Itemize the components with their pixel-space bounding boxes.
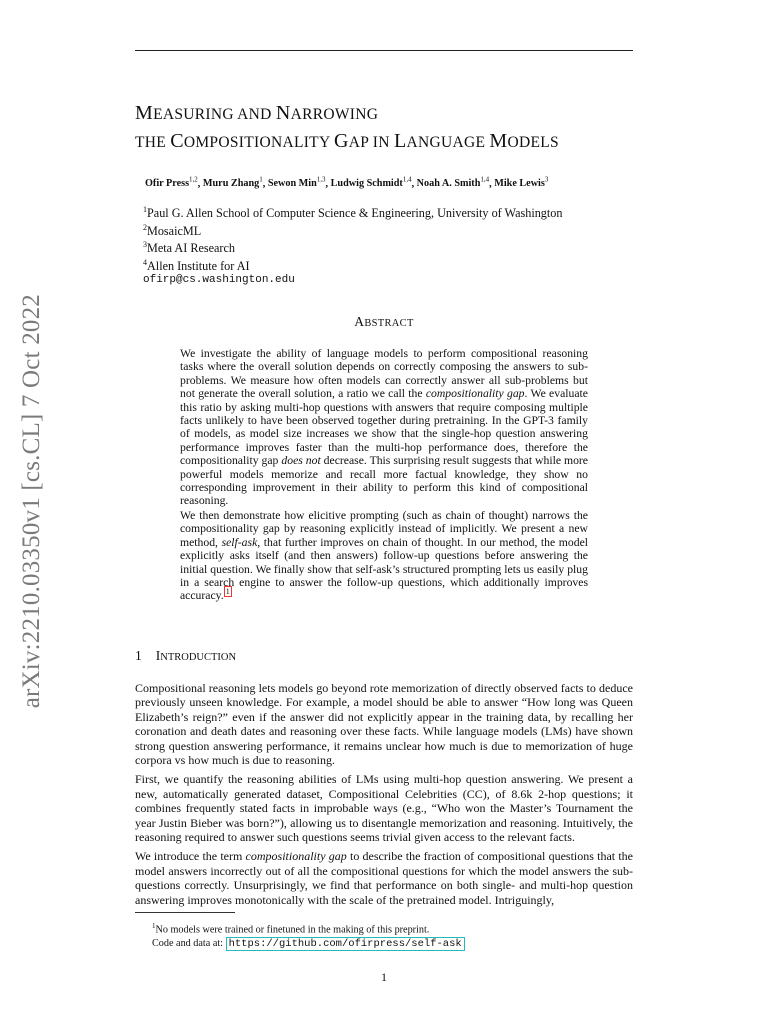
top-rule [135,50,633,51]
affiliation-marker: 3 [143,240,147,250]
footnote-rule [135,912,235,913]
affiliation-text: Paul G. Allen School of Computer Science & Engineering, University of Washington [147,206,563,221]
emphasis: compositionality gap [245,849,347,864]
title-segment: EASURING AND [153,106,276,123]
title-line-1 [135,100,695,128]
author-affiliation-marker: 1 [259,176,263,184]
text-run: decrease. This surprising result suggests that while more powerful models memorize and recall more factual knowledge, they show no corresponding improvement in their ability to perform this kind of compositional reasoning. [180,454,588,508]
footnote-link[interactable]: 1 [225,587,230,597]
abstract-paragraph [180,509,588,603]
affiliation-list [143,203,562,273]
author-affiliation-marker: 3 [544,176,549,184]
arxiv-id[interactable]: arXiv:2210.03350v1 [cs.CL] 7 Oct 2022 [18,293,45,709]
author-name: Sewon Min [267,178,317,190]
author-name: Ludwig Schmidt [330,178,403,190]
introduction-body [135,681,633,912]
author-affiliation-marker: 1,3 [316,176,326,184]
title-line-2 [135,128,695,156]
author [203,178,263,189]
contact-email[interactable]: ofirp@cs.washington.edu [143,274,295,287]
text-run: . We evaluate this ratio by asking multi-hop questions with answers that require composing multiple facts unlikely to have been observed together during pretraining. In the GPT-3 family of models, as model size increases we show that the single-hop question answering performance improves faster than the multi-hop performance does, therefore the compositionality gap [180,387,588,468]
abstract-paragraph [180,347,588,508]
text-run: We investigate the ability of language models to perform compositional reasoning tasks where the overall solution depends on correctly composing the answers to sub-problems. We measure how often models can correctly answer all sub-problems but not generate the overall solution, a ratio we call the [180,347,588,401]
footnote-1-text: No models were trained or finetuned in the making of this preprint. [155,924,430,936]
title-segment: M [135,102,154,124]
affiliations [143,203,562,288]
author-name: Ofir Press [145,178,190,190]
affiliation-marker: 2 [143,222,147,232]
body-paragraph [135,681,633,767]
text-run: Compositional reasoning lets models go beyond rote memorization of directly observed facts to deduce previously unseen knowledge. For example, a model should be able to answer “How long was Queen Elizabeth’s reign?” even if the answer did not explicitly appear in the training data, by recalling her coronation and death dates and reasoning over these facts. While language models (LMs) have shown strong question answering performance, it remains unclear how much is due to memorization of huge corpora vs how much is due to reasoning. [135,681,633,768]
paper-title [135,100,695,156]
section-heading-introduction [135,648,236,664]
author-affiliation-marker: 1,4 [402,176,412,184]
author-name: Noah A. Smith [416,178,481,190]
text-run: to describe the fraction of compositional questions that the model answers incorrectly out of all the compositional questions for which the model answers the sub-questions correctly. Unsurprisingly, we find that performance on both single- and multi-hop question answering improves monotonically with the scale of the pretrained model. Intriguingly, [135,849,633,907]
heading-segment: I [155,648,161,663]
title-segment: M [489,130,508,152]
author-affiliation-marker: 1,2 [189,176,198,184]
arxiv-side-stamp [8,285,56,717]
affiliation-text: Allen Institute for AI [147,258,250,273]
emphasis: does not [281,454,321,468]
text-run: We introduce the term [135,849,246,864]
body-paragraph [135,772,633,844]
title-segment: C [170,130,184,152]
emphasis: self-ask [221,535,258,549]
affiliation-text: MosaicML [147,223,202,238]
abstract [180,347,588,604]
text-run: We then demonstrate how elicitive prompting (such as chain of thought) narrows the compositionality gap by reasoning explicitly instead of implicitly. We present a new method, [180,508,588,549]
author [494,178,548,189]
footnote-marker: 1 [152,922,156,930]
title-segment: THE [135,134,171,151]
title-segment: OMPOSITIONALITY [183,134,335,151]
section-title [156,648,236,663]
author [145,178,198,189]
footnote-code-label: Code and data at: [152,938,226,950]
author-name: Mike Lewis [494,178,545,190]
github-link[interactable]: https://github.com/ofirpress/self-ask [226,937,465,951]
author [331,178,412,189]
emphasis: compositionality gap [425,387,525,401]
author [268,178,326,189]
author-name: Muru Zhang [202,178,260,190]
affiliation [143,203,562,221]
affiliation [143,221,562,239]
author-affiliation-marker: 1,4 [480,176,490,184]
title-segment: AP IN [348,134,394,151]
footnote-code-line [152,937,465,951]
section-number: 1 [135,648,142,663]
author-list: Ofir Press$^{1,2}$, Muru Zhang$^1$, Sewon Min$^{1,3}$, Ludwig Schmidt$^{1,4}$, Noah A. Smith$^{1,4}$, Mike Lewis$^3$ [145,176,549,190]
title-segment: ANGUAGE [406,134,490,151]
title-segment: ARROWING [290,106,379,123]
heading-segment: NTRODUCTION [160,652,237,663]
title-segment: ODELS [507,134,559,151]
heading-segment: BSTRACT [364,318,414,329]
abstract-heading [0,314,768,330]
affiliation-marker: 4 [143,257,147,267]
footnote-1 [152,919,465,937]
affiliation [143,256,562,274]
body-paragraph [135,849,633,907]
affiliation-text: Meta AI Research [147,241,235,256]
title-segment: N [275,102,291,124]
affiliation-marker: 1 [143,205,147,214]
text-run: , that further improves on chain of thought. In our method, the model explicitly asks itself (and then answers) follow-up questions before answering the initial question. We finally show that self-ask’s structured prompting lets us easily plug in a search engine to answer the follow-up questions, which additionally improves accuracy. [180,535,588,603]
text-run: First, we quantify the reasoning abilities of LMs using multi-hop question answering. We present a new, automatically generated dataset, Compositional Celebrities (CC), of 8.6k 2-hop questions; it combines frequently stated facts in improbable ways (e.g., “Who won the Master’s Tournament the year Justin Bieber was born?”), allowing us to disentangle memorization and reasoning. Intuitively, the reasoning required to answer such questions seems trivial given access to the relevant facts. [135,772,633,845]
heading-segment: A [354,314,365,329]
affiliation [143,238,562,256]
footnotes [152,919,465,951]
page-number: 1 [381,970,387,984]
title-segment: L [393,130,407,152]
title-segment: G [334,130,349,152]
author [417,178,489,189]
